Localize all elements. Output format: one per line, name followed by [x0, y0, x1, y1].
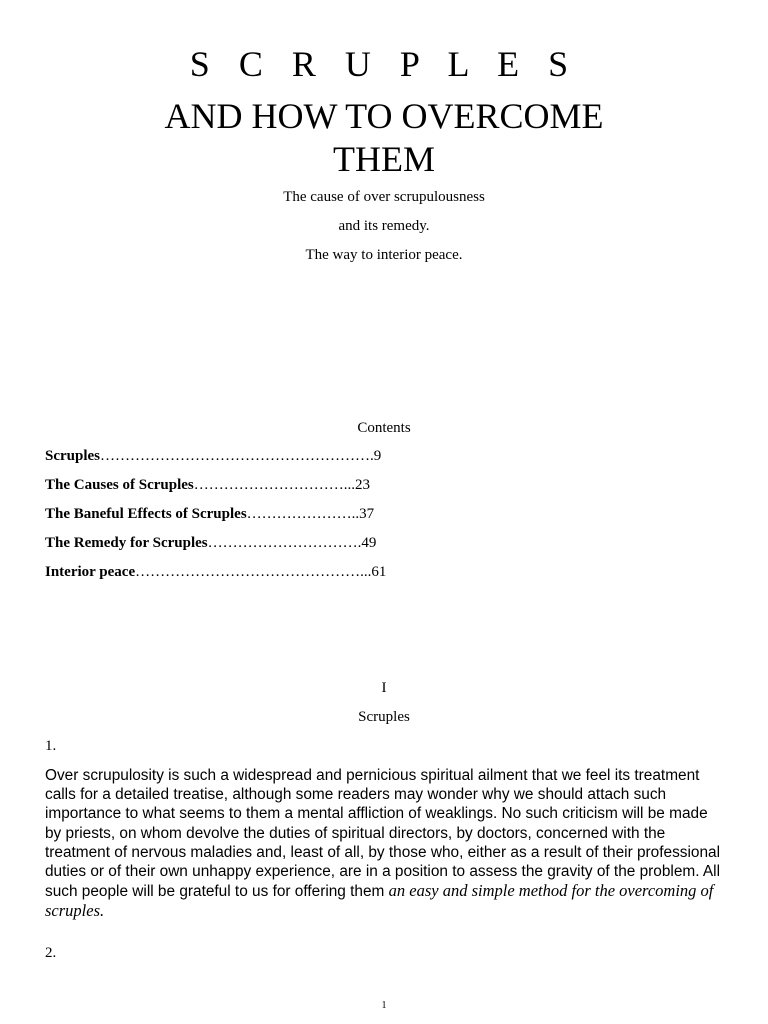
- toc-entry-page: 61: [371, 564, 387, 580]
- title-line-3: THEM: [333, 139, 435, 179]
- paragraph-1-emphasis: an easy and simple method for the overcoming of scruples.: [45, 881, 714, 921]
- subtitle-line-1: The cause of over scrupulousness: [283, 189, 485, 205]
- toc-entry-leader: ………………………….: [207, 535, 362, 551]
- paragraph-number-1: 1.: [45, 738, 57, 754]
- toc-entry[interactable]: [45, 505, 485, 534]
- toc-entry-leader: …………………..: [246, 506, 360, 522]
- contents-heading: Contents: [357, 420, 411, 436]
- toc-entry-leader: …………………………...: [193, 477, 356, 493]
- toc-entry-page: 23: [355, 477, 371, 493]
- toc-entry[interactable]: [45, 447, 485, 476]
- toc-entry-leader: ………………………………………...: [135, 564, 372, 580]
- subtitle-line-3: The way to interior peace.: [305, 247, 463, 263]
- toc-entry-page: 37: [359, 506, 375, 522]
- toc-entry-label: The Remedy for Scruples: [45, 535, 208, 551]
- toc-entry[interactable]: [45, 534, 485, 563]
- toc-entry-page: 9: [373, 448, 382, 464]
- paragraph-number-2: 2.: [45, 945, 57, 961]
- chapter-title: Scruples: [358, 709, 410, 725]
- toc-entry-leader: ……………………………………………….: [100, 448, 374, 464]
- table-of-contents: [45, 447, 485, 592]
- paragraph-1-text: [45, 766, 725, 922]
- title-line-1: S C R U P L E S: [189, 44, 579, 84]
- toc-entry-label: The Baneful Effects of Scruples: [45, 506, 247, 522]
- toc-entry-label: The Causes of Scruples: [45, 477, 194, 493]
- toc-entry-label: Scruples: [45, 448, 101, 464]
- chapter-number: I: [381, 680, 387, 696]
- toc-entry[interactable]: [45, 476, 485, 505]
- toc-entry-page: 49: [361, 535, 377, 551]
- paragraph-1-body: Over scrupulosity is such a widespread and pernicious spiritual ailment that we feel its treatment calls for a detailed treatise, although some readers may wonder why we should attach such importance to what seems to them a mental affliction of weaklings. No such criticism will be made by priests, on whom devolve the duties of spiritual directors, by doctors, concerned with the treatment of nervous maladies and, least of all, by those who, either as a result of their professional duties or of their own unhappy experience, are in a position to assess the gravity of the problem. All such people will be grateful to us for offering them: [45, 767, 721, 901]
- title-line-2: AND HOW TO OVERCOME: [164, 96, 604, 136]
- page-number: 1: [381, 1000, 387, 1011]
- subtitle-line-2: and its remedy.: [338, 218, 430, 234]
- toc-entry[interactable]: [45, 563, 485, 592]
- toc-entry-label: Interior peace: [45, 564, 136, 580]
